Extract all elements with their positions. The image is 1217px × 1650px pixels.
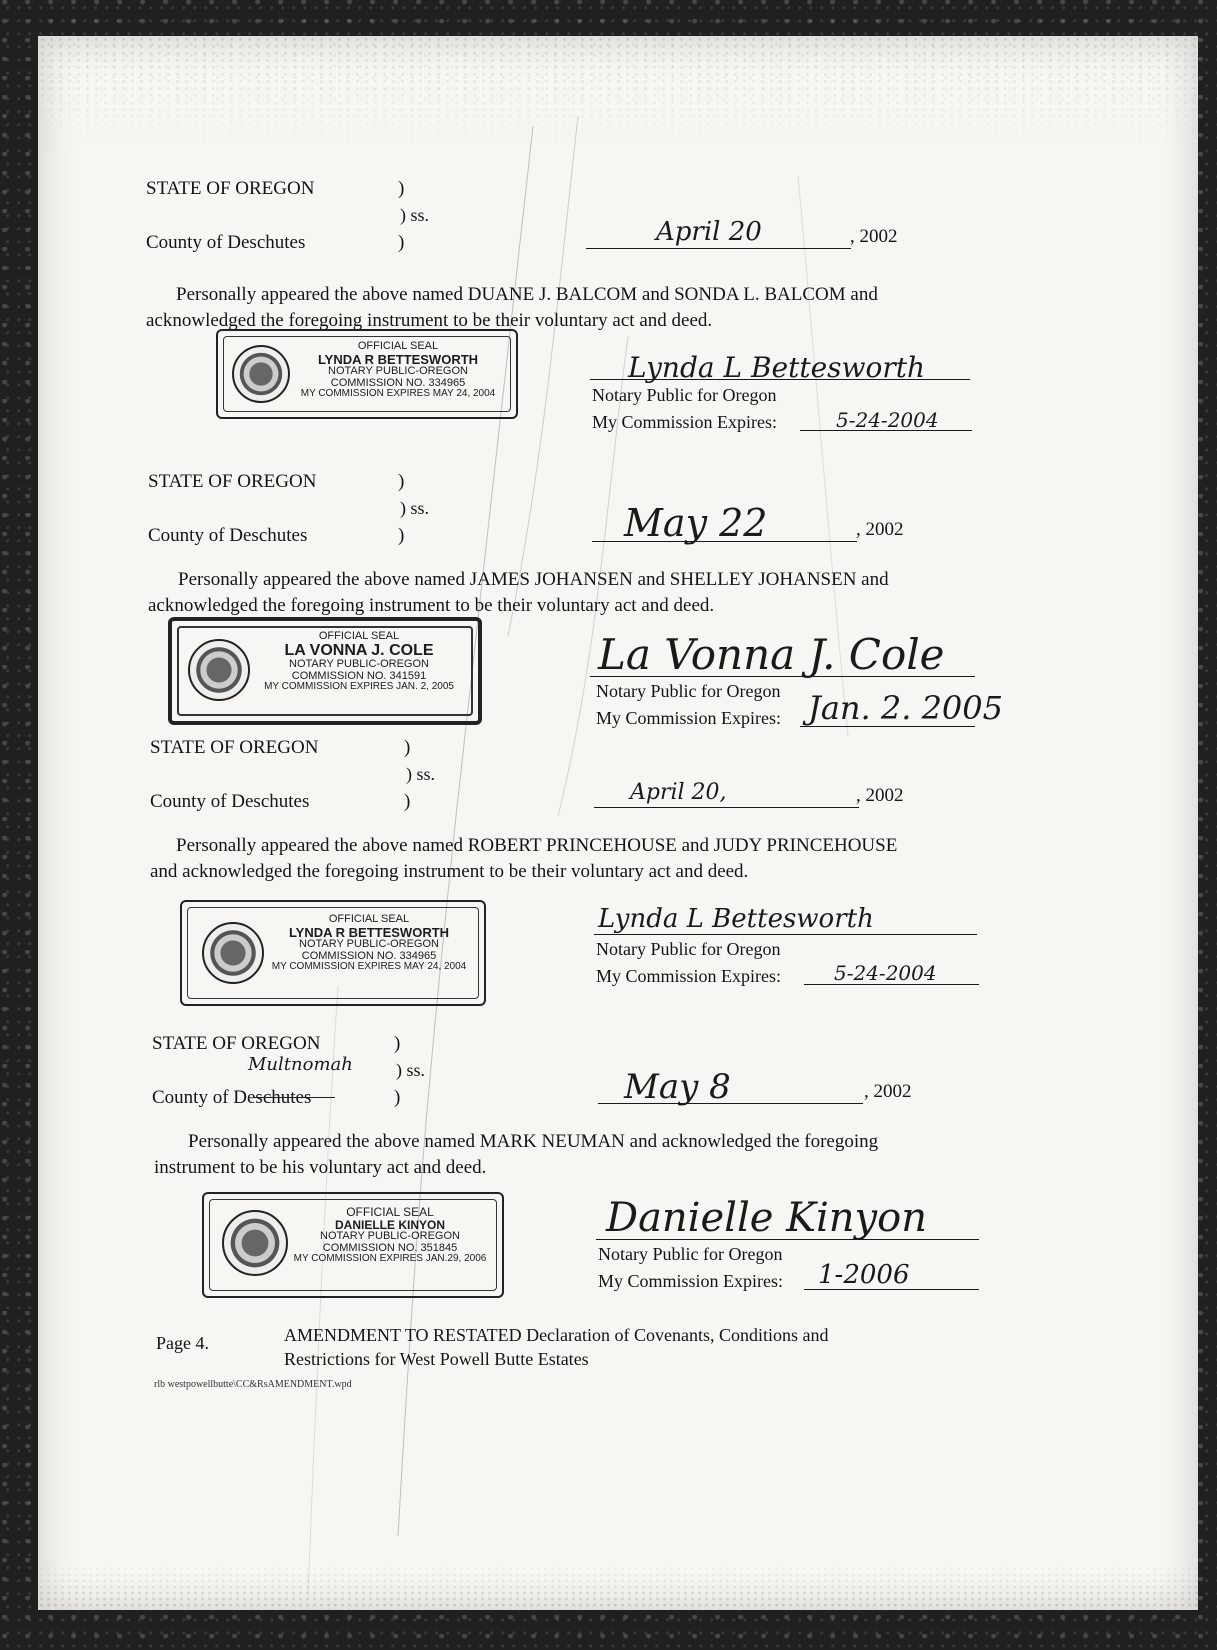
bracket: ) — [398, 178, 405, 199]
county-label: County of Deschutes — [148, 525, 308, 546]
seal-title: NOTARY PUBLIC-OREGON — [299, 938, 439, 951]
seal-heading: OFFICIAL SEAL — [318, 630, 400, 642]
document-title: Restrictions for West Powell Butte Estates — [284, 1349, 589, 1369]
signature-line — [594, 934, 977, 935]
state-label: STATE OF OREGON — [152, 1033, 321, 1054]
notary-signature: La Vonna J. Cole — [598, 630, 945, 679]
date-handwritten: May 8 — [624, 1067, 731, 1107]
commission-expires-label: My Commission Expires: — [596, 966, 782, 986]
state-seal-icon — [232, 345, 290, 403]
bracket: ) — [404, 791, 411, 812]
seal-commission-no: COMMISSION NO. 341591 — [291, 669, 427, 682]
expiration-handwritten: 1-2006 — [818, 1260, 910, 1290]
seal-expiration: MY COMMISSION EXPIRES MAY 24, 2004 — [271, 961, 467, 973]
notary-signature: Lynda L Bettesworth — [628, 351, 926, 384]
acknowledgment-line: Personally appeared the above named ROBERT PRINCEHOUSE and JUDY PRINCEHOUSE — [176, 835, 898, 856]
seal-notary-name: LA VONNA J. COLE — [284, 641, 434, 659]
document-page — [38, 36, 1198, 1610]
bracket: ) — [398, 471, 405, 492]
date-handwritten: May 22 — [624, 501, 768, 545]
notary-signature: Danielle Kinyon — [606, 1195, 927, 1241]
year-label: , 2002 — [850, 226, 898, 247]
county-correction-handwritten: Multnomah — [248, 1054, 353, 1075]
state-seal-icon — [202, 922, 264, 984]
signature-line — [596, 1239, 979, 1240]
state-seal-icon — [188, 639, 250, 701]
file-path: rlb westpowellbutte\CC&RsAMENDMENT.wpd — [154, 1379, 352, 1390]
ss-label: ) ss. — [396, 1060, 426, 1080]
date-handwritten: April 20 — [656, 217, 762, 247]
acknowledgment-line: Personally appeared the above named MARK NEUMAN and acknowledged the foregoing — [188, 1131, 879, 1152]
expiration-handwritten: Jan. 2. 2005 — [808, 689, 1003, 727]
signature-line — [590, 676, 975, 677]
commission-expires-label: My Commission Expires: — [598, 1271, 784, 1291]
ss-label: ) ss. — [406, 764, 436, 784]
notary-public-label: Notary Public for Oregon — [596, 939, 781, 959]
seal-commission-no: COMMISSION NO. 334965 — [301, 949, 437, 962]
seal-commission-no: COMMISSION NO. 334965 — [330, 376, 466, 389]
county-label: County of Deschutes — [150, 791, 310, 812]
notary-public-label: Notary Public for Oregon — [592, 385, 777, 405]
seal-notary-name: DANIELLE KINYON — [334, 1217, 445, 1232]
scan-streaks — [38, 36, 1198, 1610]
state-seal-icon — [222, 1210, 288, 1276]
notary-seal-stamp — [180, 900, 486, 1006]
expiration-handwritten: 5-24-2004 — [834, 961, 937, 985]
bracket: ) — [398, 525, 405, 546]
signature-line — [590, 379, 970, 380]
seal-heading: OFFICIAL SEAL — [328, 913, 410, 925]
date-handwritten: April 20, — [630, 780, 727, 805]
seal-expiration: MY COMMISSION EXPIRES JAN. 2, 2005 — [264, 681, 454, 693]
ss-label: ) ss. — [400, 205, 430, 225]
county-label: County of Deschutes — [152, 1087, 312, 1108]
bracket: ) — [394, 1033, 401, 1054]
scan-noise-top — [38, 36, 1198, 156]
notary-seal-stamp — [168, 617, 482, 725]
ss-label: ) ss. — [400, 498, 430, 518]
acknowledgment-line: acknowledged the foregoing instrument to be their voluntary act and deed. — [146, 310, 713, 331]
page-number: Page 4. — [156, 1333, 209, 1353]
seal-commission-no: COMMISSION NO. 351845 — [322, 1241, 458, 1254]
expiration-handwritten: 5-24-2004 — [836, 408, 939, 432]
notary-seal-stamp — [202, 1192, 504, 1298]
scan-noise-bottom — [38, 1560, 1198, 1610]
notary-public-label: Notary Public for Oregon — [596, 681, 781, 701]
commission-expires-label: My Commission Expires: — [596, 708, 782, 728]
seal-title: NOTARY PUBLIC-OREGON — [289, 658, 429, 671]
state-label: STATE OF OREGON — [150, 737, 319, 758]
acknowledgment-line: Personally appeared the above named JAMES JOHANSEN and SHELLEY JOHANSEN and — [178, 569, 889, 590]
acknowledgment-line: Personally appeared the above named DUANE J. BALCOM and SONDA L. BALCOM and — [176, 284, 878, 305]
notary-seal-stamp — [216, 329, 518, 419]
seal-heading: OFFICIAL SEAL — [357, 340, 439, 352]
seal-title: NOTARY PUBLIC-OREGON — [328, 365, 468, 378]
commission-expires-label: My Commission Expires: — [592, 412, 778, 432]
county-label: County of Deschutes — [146, 232, 306, 253]
bracket: ) — [398, 232, 405, 253]
year-label: , 2002 — [856, 785, 904, 806]
seal-expiration: MY COMMISSION EXPIRES JAN.29, 2006 — [293, 1253, 487, 1265]
bracket: ) — [394, 1087, 401, 1108]
acknowledgment-line: acknowledged the foregoing instrument to be their voluntary act and deed. — [148, 595, 715, 616]
seal-expiration: MY COMMISSION EXPIRES MAY 24, 2004 — [300, 388, 496, 400]
notary-public-label: Notary Public for Oregon — [598, 1244, 783, 1264]
bracket: ) — [404, 737, 411, 758]
seal-heading: OFFICIAL SEAL — [346, 1205, 434, 1219]
seal-title: NOTARY PUBLIC-OREGON — [320, 1230, 460, 1243]
seal-notary-name: LYNDA R BETTESWORTH — [317, 351, 479, 367]
year-label: , 2002 — [864, 1081, 912, 1102]
notary-signature: Lynda L Bettesworth — [598, 904, 874, 934]
document-title: AMENDMENT TO RESTATED Declaration of Covenants, Conditions and — [284, 1325, 829, 1345]
county-strikethrough — [253, 1097, 335, 1098]
state-label: STATE OF OREGON — [146, 178, 315, 199]
date-line — [594, 807, 859, 808]
state-label: STATE OF OREGON — [148, 471, 317, 492]
year-label: , 2002 — [856, 519, 904, 540]
acknowledgment-line: instrument to be his voluntary act and deed. — [154, 1157, 487, 1178]
seal-notary-name: LYNDA R BETTESWORTH — [288, 924, 450, 940]
date-line — [586, 248, 851, 249]
acknowledgment-line: and acknowledged the foregoing instrument to be their voluntary act and deed. — [150, 861, 749, 882]
